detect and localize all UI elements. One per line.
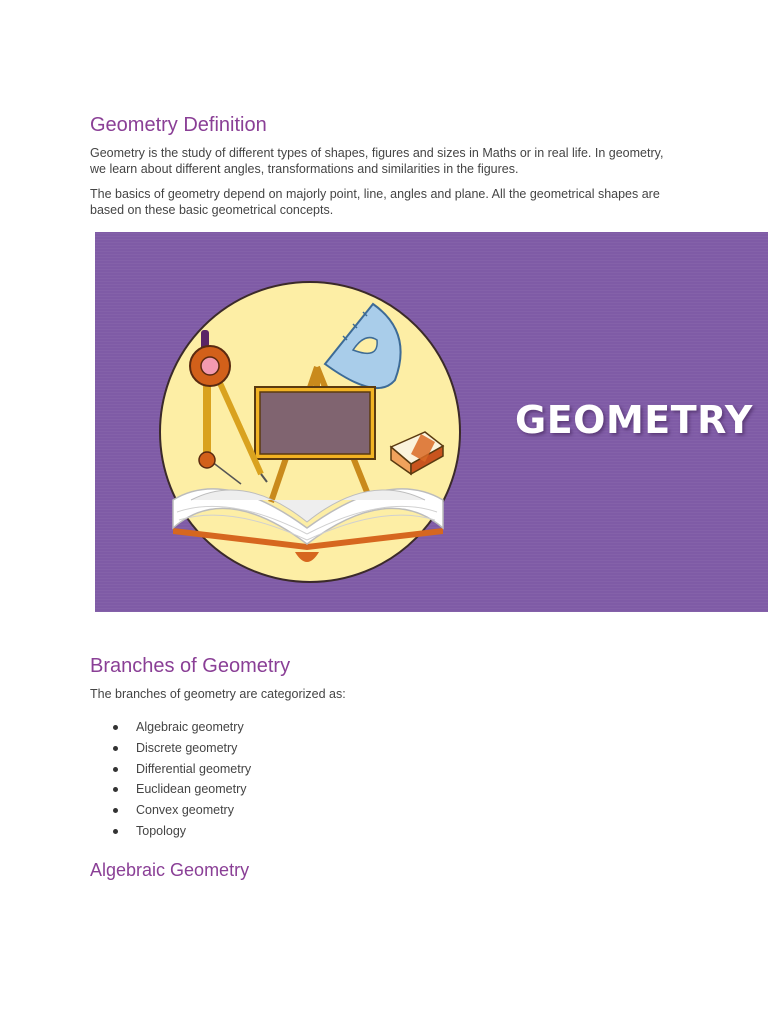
geometry-banner-image — [95, 232, 768, 612]
list-item-label: Euclidean geometry — [136, 782, 247, 797]
list-item-label: Topology — [136, 823, 187, 838]
list-item — [90, 800, 251, 821]
list-item — [90, 821, 251, 842]
heading-branches-of-geometry: Branches of Geometry — [90, 655, 291, 677]
list-item — [90, 738, 251, 759]
bullet-icon — [113, 787, 118, 792]
paragraph-definition-1: Geometry is the study of different types of shapes, figures and sizes in Maths or in real life. In geometry, we learn about different angles, transformations and similarities in the figures. — [90, 146, 664, 176]
bullet-icon — [113, 725, 118, 730]
list-item-label: Discrete geometry — [136, 740, 238, 755]
list-item-label: Differential geometry — [136, 761, 252, 776]
paragraph-branches-intro: The branches of geometry are categorized as: — [90, 687, 346, 701]
list-item — [90, 717, 251, 738]
bullet-icon — [113, 829, 118, 834]
bullet-icon — [113, 746, 118, 751]
list-item — [90, 759, 251, 780]
banner-title: GEOMETRY — [515, 398, 753, 442]
heading-geometry-definition: Geometry Definition — [90, 114, 267, 136]
list-item — [90, 779, 251, 800]
bullet-icon — [113, 808, 118, 813]
list-item-label: Algebraic geometry — [136, 720, 244, 734]
list-item-label: Convex geometry — [136, 803, 234, 818]
bullet-icon — [113, 767, 118, 772]
paragraph-definition-2: The basics of geometry depend on majorly point, line, angles and plane. All the geometrical shapes are based on these basic geometrical concepts. — [90, 187, 660, 217]
branches-list — [90, 717, 251, 842]
heading-algebraic-geometry: Algebraic Geometry — [90, 860, 250, 880]
